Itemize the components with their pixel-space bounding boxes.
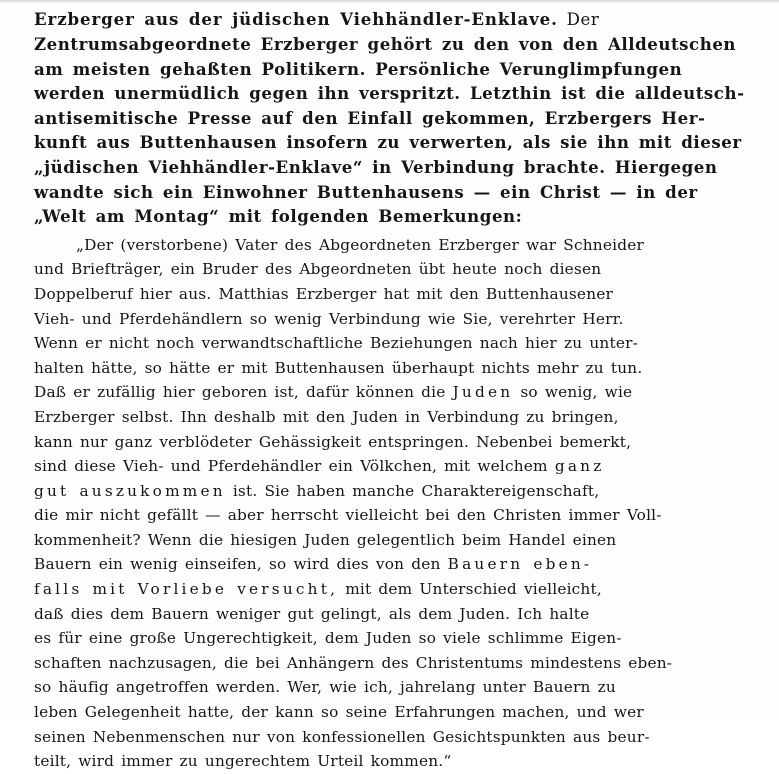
quote-line-19: so häufig angetroffen werden. Wer, wie ich, jahrelang unter Bauern zu — [34, 678, 616, 697]
quote-line-7 — [34, 380, 764, 405]
quote-line-22: teilt, wird immer zu ungerechtem Urteil kommen.“ — [34, 752, 452, 771]
intro-line-1-rest: Der — [566, 10, 600, 29]
quote-line-2: und Briefträger, ein Bruder des Abgeordneten übt heute noch diesen — [34, 260, 602, 279]
quote-line-5: Wenn er nicht noch verwandtschaftliche Beziehungen nach hier zu unter- — [34, 334, 638, 353]
intro-line-9: „Welt am Montag“ mit folgenden Bemerkungen: — [34, 206, 523, 227]
quote-line-11 — [34, 479, 764, 504]
quote-line-20: leben Gelegenheit hatte, der kann so seine Erfahrungen machen, und wer — [34, 703, 644, 722]
quote-line-14 — [34, 552, 764, 577]
quote-line-12: die mir nicht gefällt — aber herrscht vielleicht bei den Christen immer Voll- — [34, 506, 662, 525]
intro-line-7: „jüdischen Viehhändler-Enklave“ in Verbindung brachte. Hiergegen — [34, 156, 718, 177]
quote-line-7-a: Daß er zufällig hier geboren ist, dafür können die — [34, 383, 446, 402]
quote-line-10 — [34, 454, 764, 479]
spaced-word-juden: Juden — [452, 383, 514, 402]
intro-line-3: am meisten gehaßten Politikern. Persönliche Verunglimpfungen — [34, 58, 683, 79]
quote-line-13: kommenheit? Wenn die hiesigen Juden gelegentlich beim Handel einen — [34, 530, 617, 549]
quote-line-16: daß dies dem Bauern weniger gut gelingt, als dem Juden. Ich halte — [34, 604, 590, 623]
quote-line-6: halten hätte, so hätte er mit Buttenhausen überhaupt nichts mehr zu tun. — [34, 358, 643, 377]
spaced-word-ganz: ganz — [554, 457, 605, 476]
quote-line-10-a: sind diese Vieh- und Pferdehändler ein Völkchen, mit welchem — [34, 457, 548, 476]
quote-line-18: schaften nachzusagen, die bei Anhängern des Christentums mindestens eben- — [34, 653, 673, 672]
intro-line-8: wandte sich ein Einwohner Buttenhausens — ein Christ — in der — [34, 181, 698, 202]
quote-line-21: seinen Nebenmenschen nur von konfessionellen Gesichtspunkten aus beur- — [34, 727, 650, 746]
intro-line-6: kunft aus Buttenhausen insofern zu verwerten, als sie ihn mit dieser — [34, 132, 742, 153]
quote-line-17: es für eine große Ungerechtigkeit, dem Juden so viele schlimme Eigen- — [34, 629, 622, 648]
quote-line-14-a: Bauern ein wenig einseifen, so wird dies von den — [34, 555, 441, 574]
intro-line-4: werden unermüdlich gegen ihn verspritzt. Letzthin ist die alldeutsch- — [34, 83, 745, 104]
quote-line-4: Vieh- und Pferdehändlern so wenig Verbindung wie Sie, verehrter Herr. — [34, 309, 624, 328]
quote-line-8: Erzberger selbst. Ihn deshalb mit den Juden in Verbindung zu bringen, — [34, 407, 619, 426]
article-column — [34, 6, 764, 774]
quote-line-15 — [34, 577, 764, 602]
intro-line-2: Zentrumsabgeordnete Erzberger gehört zu den von den Alldeutschen — [34, 34, 737, 54]
quote-line-1: „Der (verstorbene) Vater des Abgeordneten Erzberger war Schneider — [76, 235, 644, 254]
quote-line-3: Doppelberuf hier aus. Matthias Erzberger hat mit den Buttenhausener — [34, 284, 614, 303]
intro-line-5: antisemitische Presse auf den Einfall gekommen, Erzbergers Her- — [34, 107, 706, 128]
intro-line-1 — [34, 6, 764, 32]
headline: Erzberger aus der jüdischen Viehhändler-Enklave. — [34, 9, 558, 29]
top-edge-shadow — [0, 0, 779, 4]
spaced-phrase-mit-vorliebe: falls mit Vorliebe versucht, — [34, 580, 339, 599]
spaced-phrase-bauern-eben: Bauern eben- — [447, 555, 593, 574]
quote-line-11-b: ist. Sie haben manche Charaktereigenschaft, — [232, 481, 600, 500]
quote-line-9: kann nur ganz verblödeter Gehässigkeit entspringen. Nebenbei bemerkt, — [34, 432, 632, 451]
quote-line-15-b: mit dem Unterschied vielleicht, — [345, 580, 602, 599]
spaced-phrase-gut-auszukommen: gut auszukommen — [34, 481, 226, 500]
quote-line-7-b: so wenig, wie — [520, 383, 633, 402]
